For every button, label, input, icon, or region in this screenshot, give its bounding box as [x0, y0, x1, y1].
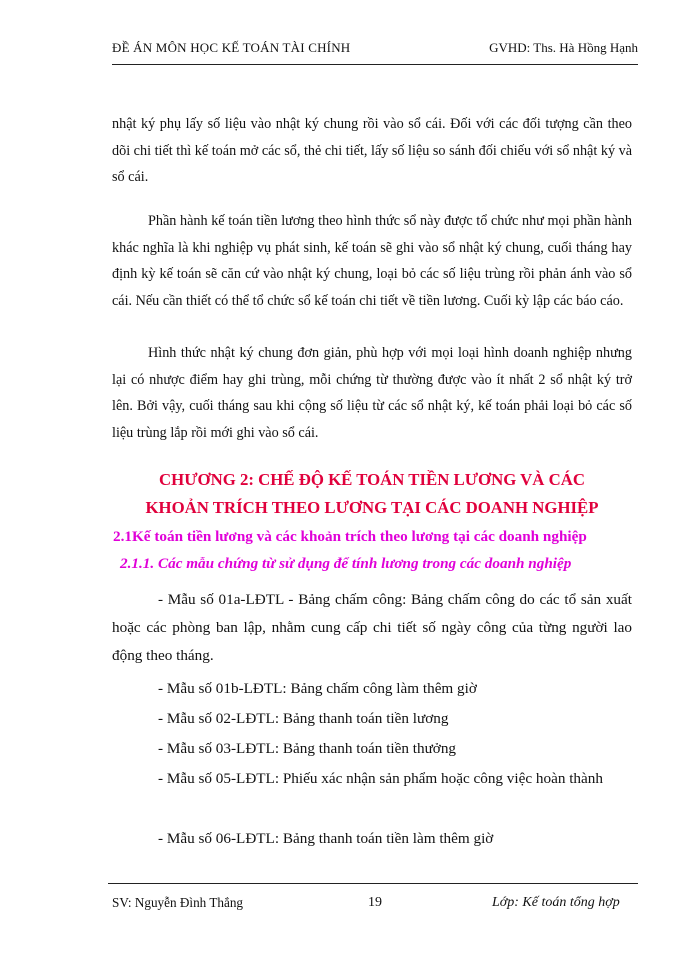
section-title: 2.1Kế toán tiền lương và các khoản trích theo lương tại các doanh nghiệp [113, 528, 587, 545]
form-list-item: - Mẫu số 01b-LĐTL: Bảng chấm công làm thêm giờ [158, 680, 477, 697]
body-paragraph: Phần hành kế toán tiền lương theo hình thức sổ này được tổ chức như mọi phần hành khác nghĩa là khi nghiệp vụ phát sinh, kế toán sẽ ghi vào sổ nhật ký chung, cuối tháng hay định kỳ kế toán sẽ căn cứ vào nhật ký chung, loại bỏ các số liệu trùng rồi phản ánh vào sổ cái. Nếu cần thiết có thể tổ chức sổ kế toán chi tiết về tiền lương. Cuối kỳ lập các báo cáo. [112, 213, 632, 309]
footer-class: Lớp: Kế toán tổng hợp [492, 895, 620, 910]
form-list-item: - Mẫu số 01a-LĐTL - Bảng chấm công: Bảng chấm công do các tổ sản xuất hoặc các phòng ban lập, nhằm cung cấp chi tiết số ngày công của từng người lao động theo tháng. [112, 591, 632, 664]
body-paragraph: Hình thức nhật ký chung đơn giản, phù hợp với mọi loại hình doanh nghiệp nhưng lại có nhược điểm hay ghi trùng, mỗi chứng từ thường được vào ít nhất 2 sổ nhật ký trở lên. Bởi vậy, cuối tháng sau khi cộng số liệu từ các sổ nhật ký, kế toán phải loại bỏ các số liệu trùng lắp rồi mới ghi vào sổ cái. [112, 345, 632, 441]
form-list-item: - Mẫu số 03-LĐTL: Bảng thanh toán tiền thưởng [158, 740, 457, 757]
form-list-item: - Mẫu số 02-LĐTL: Bảng thanh toán tiền lương [158, 710, 449, 727]
footer-divider [108, 883, 638, 884]
chapter-title-line: KHOẢN TRÍCH THEO LƯƠNG TẠI CÁC DOANH NGHIỆP [145, 498, 599, 517]
form-list-item: - Mẫu số 05-LĐTL: Phiếu xác nhận sản phẩm hoặc công việc hoàn thành [158, 770, 603, 787]
chapter-title [112, 466, 632, 522]
page-header [112, 38, 638, 65]
header-advisor: GVHD: Ths. Hà Hồng Hạnh [489, 40, 638, 55]
body-paragraph: nhật ký phụ lấy số liệu vào nhật ký chung rồi vào sổ cái. Đối với các đối tượng cần theo dõi chi tiết thì kế toán mở các sổ, thẻ chi tiết, lấy số liệu so sánh đối chiếu với sổ nhật ký và sổ cái. [112, 116, 632, 185]
page-number: 19 [368, 895, 382, 910]
header-course-title: ĐỀ ÁN MÔN HỌC KẾ TOÁN TÀI CHÍNH [112, 40, 351, 55]
chapter-title-line: CHƯƠNG 2: CHẾ ĐỘ KẾ TOÁN TIỀN LƯƠNG VÀ CÁC [159, 470, 585, 489]
form-list-item: - Mẫu số 06-LĐTL: Bảng thanh toán tiền làm thêm giờ [158, 830, 494, 847]
subsection-title: 2.1.1. Các mẫu chứng từ sử dụng để tính lương trong các doanh nghiệp [120, 555, 572, 572]
footer-student: SV: Nguyễn Đình Thắng [112, 895, 244, 910]
